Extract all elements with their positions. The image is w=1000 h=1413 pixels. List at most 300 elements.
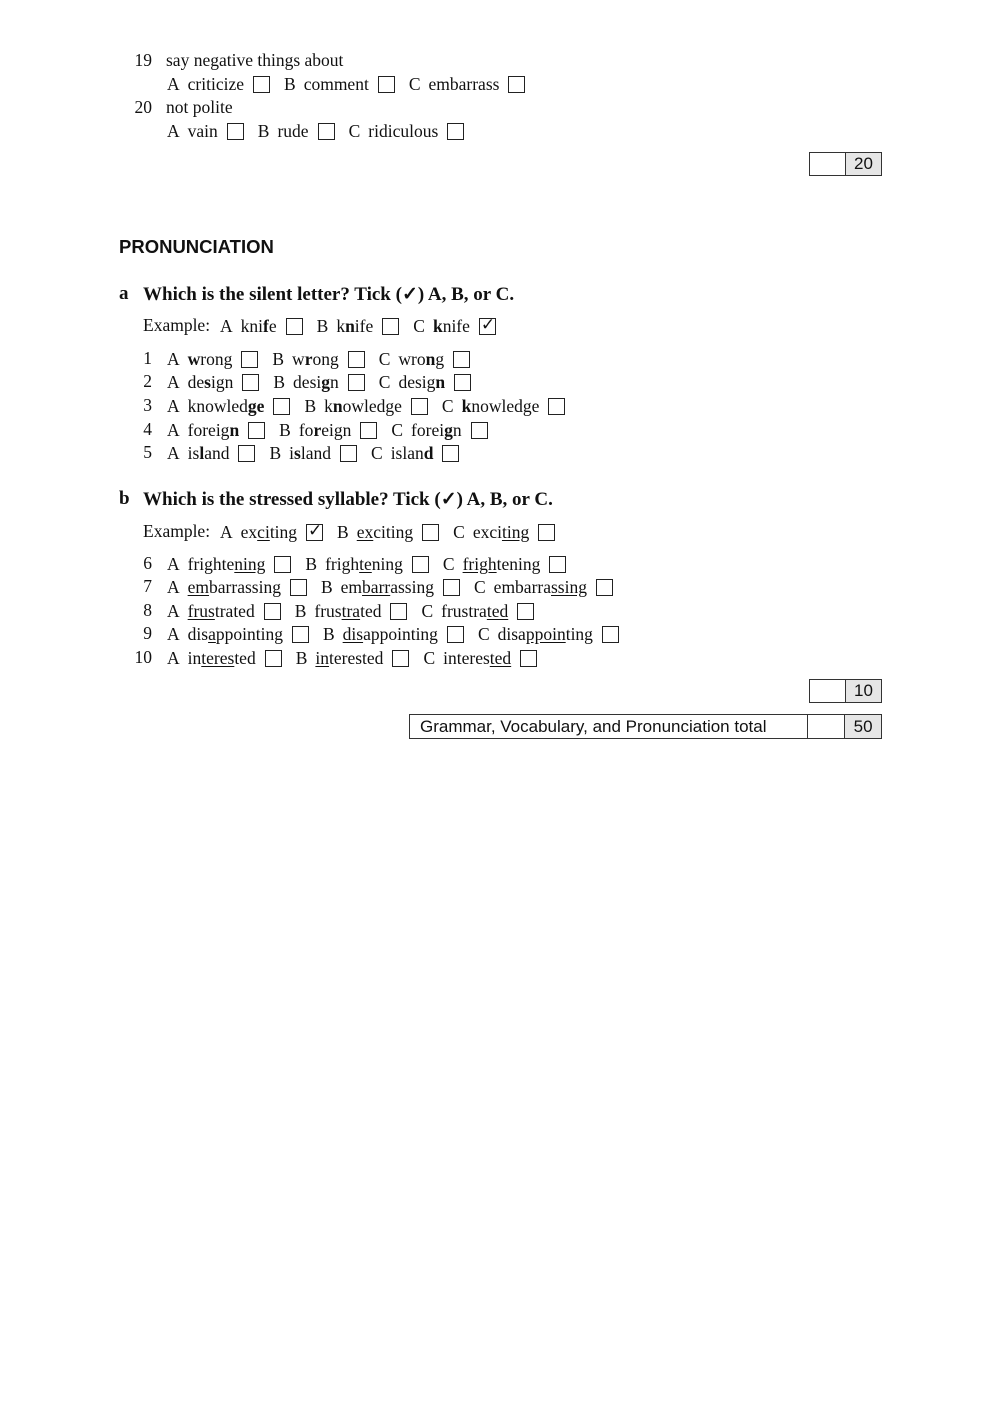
part-a-example [220, 316, 496, 337]
word-part: frus [314, 601, 342, 621]
option-letter: A [167, 349, 180, 369]
tick-checkbox-checked[interactable] [306, 524, 323, 541]
silent-letter: g [321, 372, 330, 392]
tick-checkbox[interactable] [422, 524, 439, 541]
option-word [188, 554, 266, 575]
option-letter: B [294, 601, 307, 621]
stressed-syllable: ting [501, 522, 530, 542]
option-word [293, 372, 339, 393]
option-letter: C [441, 396, 454, 416]
option-letter: B [284, 74, 296, 94]
option-word [188, 349, 233, 370]
silent-letter: ge [247, 396, 265, 416]
word-text: vain [187, 121, 218, 141]
word-part: frigh [325, 554, 360, 574]
question-number: 8 [143, 600, 152, 620]
tick-checkbox[interactable] [443, 579, 460, 596]
question-number: 20 [134, 97, 152, 117]
answer-option[interactable] [474, 577, 613, 598]
silent-letter: f [263, 316, 269, 336]
stressed-syllable: a [208, 624, 216, 644]
answer-option[interactable] [443, 554, 566, 575]
option-letter: C [421, 601, 434, 621]
option-word [315, 648, 383, 669]
option-letter: B [272, 349, 285, 369]
option-word [188, 121, 218, 142]
answer-option[interactable] [167, 74, 270, 95]
answer-options [167, 396, 565, 417]
word-part: disa [497, 624, 526, 644]
tick-checkbox[interactable] [392, 650, 409, 667]
option-letter: B [279, 420, 291, 440]
option-letter: A [167, 443, 180, 463]
answer-options [167, 601, 534, 622]
tick-checkbox-checked[interactable] [479, 318, 496, 335]
stressed-syllable: frigh [462, 554, 497, 574]
word-part: embarra [493, 577, 551, 597]
silent-letter: r [313, 420, 322, 440]
tick-checkbox[interactable] [318, 123, 335, 140]
part-a-instruction: Which is the silent letter? Tick (✓) A, B, or C. [143, 284, 515, 305]
option-word [188, 372, 234, 393]
answer-option[interactable] [167, 624, 309, 645]
silent-letter: n [345, 316, 355, 336]
question-number: 2 [143, 371, 152, 391]
part-b-label: b [119, 488, 130, 509]
answer-option[interactable] [413, 316, 496, 337]
answer-options [167, 443, 459, 464]
answer-option[interactable] [323, 624, 464, 645]
answer-option[interactable] [349, 121, 465, 142]
tick-checkbox[interactable] [447, 123, 464, 140]
word-part: barrassing [209, 577, 281, 597]
score-entry-field[interactable] [810, 153, 846, 175]
tick-checkbox[interactable] [348, 374, 365, 391]
tick-checkbox[interactable] [411, 398, 428, 415]
tick-checkbox[interactable] [286, 318, 303, 335]
question-number: 5 [143, 442, 152, 462]
word-part: ted [234, 648, 256, 668]
stressed-syllable: ppoin [525, 624, 566, 644]
grand-total-max-score: 50 [845, 715, 881, 738]
option-word [304, 74, 369, 95]
answer-option[interactable] [304, 396, 427, 417]
tick-checkbox[interactable] [348, 351, 365, 368]
tick-checkbox[interactable] [548, 398, 565, 415]
answer-option[interactable] [272, 349, 364, 370]
question-number: 19 [134, 50, 152, 70]
option-word [443, 648, 511, 669]
option-word [357, 522, 413, 543]
part-b-example [220, 522, 555, 543]
stressed-syllable: ex [356, 522, 374, 542]
word-part: n [452, 420, 462, 440]
option-word [188, 74, 244, 95]
tick-checkbox[interactable] [508, 76, 525, 93]
word-part: trated [214, 601, 255, 621]
word-part: land [300, 443, 331, 463]
tick-checkbox[interactable] [596, 579, 613, 596]
answer-options [167, 121, 464, 142]
word-part: ted [360, 601, 382, 621]
word-part: appointing [363, 624, 438, 644]
answer-option[interactable] [296, 648, 410, 669]
stressed-syllable: ning [234, 554, 266, 574]
question-number: 4 [143, 419, 152, 439]
option-word [241, 316, 277, 337]
option-letter: C [453, 522, 465, 542]
answer-option[interactable] [337, 522, 439, 543]
word-part: terested [329, 648, 384, 668]
word-part: de [187, 372, 205, 392]
option-word [473, 522, 529, 543]
word-part: ong [312, 349, 339, 369]
vocabulary-max-score: 20 [846, 153, 881, 175]
tick-checkbox[interactable] [238, 445, 255, 462]
answer-option[interactable] [391, 420, 487, 441]
option-word [462, 396, 540, 417]
silent-letter: n [425, 349, 436, 369]
answer-option[interactable] [317, 316, 400, 337]
option-word [343, 624, 438, 645]
option-word [241, 522, 297, 543]
answer-option[interactable] [284, 74, 395, 95]
word-part: wro [398, 349, 426, 369]
option-word [398, 349, 444, 370]
option-word [429, 74, 500, 95]
word-part: islan [390, 443, 424, 463]
stressed-syllable: barr [362, 577, 391, 597]
answer-option[interactable] [167, 443, 255, 464]
stressed-syllable: frus [187, 601, 215, 621]
answer-option[interactable] [371, 443, 459, 464]
section-heading: PRONUNCIATION [119, 236, 274, 257]
answer-option[interactable] [409, 74, 526, 95]
stressed-syllable: ci [257, 522, 270, 542]
pronunciation-score-box [809, 679, 882, 703]
word-text: criticize [187, 74, 244, 94]
stressed-syllable: ted [489, 648, 512, 668]
answer-option[interactable] [423, 648, 537, 669]
answer-option[interactable] [478, 624, 619, 645]
answer-option[interactable] [167, 396, 290, 417]
word-part: assing [390, 577, 434, 597]
option-letter: C [442, 554, 455, 574]
silent-letter: s [204, 372, 211, 392]
answer-option[interactable] [379, 349, 470, 370]
option-word [188, 420, 240, 441]
option-letter: A [167, 396, 180, 416]
word-part: and [204, 443, 230, 463]
tick-checkbox[interactable] [453, 351, 470, 368]
question-number: 1 [143, 348, 152, 368]
option-word [498, 624, 593, 645]
word-part: tening [496, 554, 541, 574]
word-part: desi [293, 372, 322, 392]
answer-option[interactable] [269, 443, 357, 464]
answer-option[interactable] [305, 554, 428, 575]
silent-letter: n [332, 396, 343, 416]
question-number: 7 [143, 576, 152, 596]
tick-checkbox[interactable] [274, 556, 291, 573]
answer-option[interactable] [220, 316, 303, 337]
option-letter: A [167, 624, 180, 644]
answer-options [167, 577, 613, 598]
option-word [188, 624, 283, 645]
tick-checkbox[interactable] [264, 603, 281, 620]
word-part: in [187, 648, 202, 668]
word-part: ign [210, 372, 234, 392]
word-part: ting [269, 522, 298, 542]
option-letter: A [167, 121, 180, 141]
option-word [188, 443, 230, 464]
option-letter: B [305, 554, 318, 574]
option-word [463, 554, 541, 575]
silent-letter: d [423, 443, 434, 463]
tick-checkbox[interactable] [241, 351, 258, 368]
score-entry-field[interactable] [810, 680, 846, 702]
option-letter: B [320, 577, 333, 597]
option-word [341, 577, 434, 598]
word-part: frighte [187, 554, 235, 574]
answer-options [167, 648, 537, 669]
tick-checkbox[interactable] [517, 603, 534, 620]
option-letter: A [167, 601, 180, 621]
pronunciation-max-score: 10 [846, 680, 881, 702]
silent-letter: k [461, 396, 472, 416]
silent-letter: r [304, 349, 313, 369]
word-part: i [289, 443, 295, 463]
stressed-syllable: ssing [551, 577, 587, 597]
option-letter: A [167, 577, 180, 597]
option-letter: A [167, 648, 180, 668]
word-part: ppointing [215, 624, 283, 644]
question-number: 10 [134, 647, 152, 667]
answer-option[interactable] [295, 601, 408, 622]
word-part: w [292, 349, 305, 369]
answer-option[interactable] [453, 522, 555, 543]
tick-checkbox[interactable] [360, 422, 377, 439]
word-part: exci [472, 522, 502, 542]
stressed-syllable: tra [341, 601, 361, 621]
tick-checkbox[interactable] [471, 422, 488, 439]
word-part: citing [373, 522, 414, 542]
vocabulary-score-box [809, 152, 882, 176]
option-word [368, 121, 438, 142]
tick-checkbox[interactable] [248, 422, 265, 439]
question-prompt: say negative things about [166, 50, 344, 70]
option-letter: C [473, 577, 486, 597]
stressed-syllable: em [187, 577, 210, 597]
option-letter: B [316, 316, 329, 336]
answer-option[interactable] [273, 372, 364, 393]
option-word [188, 648, 256, 669]
word-part: g [435, 349, 445, 369]
tick-checkbox[interactable] [442, 445, 459, 462]
option-word [188, 396, 265, 417]
answer-option[interactable] [167, 577, 307, 598]
answer-option[interactable] [421, 601, 534, 622]
answer-option[interactable] [279, 420, 377, 441]
tick-checkbox[interactable] [227, 123, 244, 140]
option-letter: C [378, 349, 391, 369]
answer-options [167, 554, 566, 575]
tick-checkbox[interactable] [454, 374, 471, 391]
option-letter: B [337, 522, 349, 542]
tick-checkbox[interactable] [382, 318, 399, 335]
option-letter: C [423, 648, 436, 668]
answer-option[interactable] [167, 349, 258, 370]
word-text: ridiculous [368, 121, 439, 141]
option-word [433, 316, 470, 337]
option-letter: A [167, 420, 180, 440]
answer-option[interactable] [442, 396, 565, 417]
tick-checkbox[interactable] [412, 556, 429, 573]
word-text: embarrass [428, 74, 500, 94]
option-letter: B [295, 648, 308, 668]
answer-option[interactable] [167, 420, 265, 441]
tick-checkbox[interactable] [340, 445, 357, 462]
answer-options [167, 74, 525, 95]
word-part: ning [371, 554, 403, 574]
word-part: frustra [441, 601, 487, 621]
stressed-syllable: te [359, 554, 372, 574]
option-letter: B [257, 121, 270, 141]
word-part: e [268, 316, 277, 336]
tick-checkbox[interactable] [538, 524, 555, 541]
part-a-example-label: Example: [143, 315, 211, 335]
option-letter: A [167, 74, 180, 94]
word-part: fo [298, 420, 314, 440]
answer-option[interactable] [220, 522, 323, 543]
word-part: knowled [187, 396, 248, 416]
option-letter: A [167, 372, 180, 392]
option-word [299, 420, 352, 441]
score-entry-field[interactable] [808, 715, 845, 738]
question-number: 3 [143, 395, 152, 415]
option-letter: C [413, 316, 425, 336]
option-letter: C [408, 74, 421, 94]
word-part: kni [240, 316, 264, 336]
tick-checkbox[interactable] [292, 626, 309, 643]
answer-option[interactable] [379, 372, 471, 393]
tick-checkbox[interactable] [378, 76, 395, 93]
word-part: rong [200, 349, 233, 369]
option-word [292, 349, 339, 370]
part-a-label: a [119, 283, 129, 304]
question-number: 9 [143, 623, 152, 643]
word-part: ex [240, 522, 258, 542]
tick-checkbox[interactable] [549, 556, 566, 573]
option-word [324, 396, 402, 417]
stressed-syllable: ted [486, 601, 509, 621]
question-number: 6 [143, 553, 152, 573]
option-word [188, 601, 255, 622]
word-part: eign [321, 420, 352, 440]
answer-option[interactable] [258, 121, 335, 142]
option-letter: C [371, 443, 383, 463]
word-part: forei [411, 420, 445, 440]
answer-options [167, 420, 488, 441]
grand-total-box [409, 714, 882, 739]
word-part: em [340, 577, 363, 597]
word-part: dis [187, 624, 209, 644]
answer-option[interactable] [167, 121, 244, 142]
answer-option[interactable] [167, 601, 281, 622]
tick-checkbox[interactable] [602, 626, 619, 643]
answer-option[interactable] [167, 648, 282, 669]
option-letter: C [378, 372, 391, 392]
question-prompt: not polite [166, 97, 233, 117]
word-part: k [336, 316, 346, 336]
word-part: nowledge [471, 396, 540, 416]
tick-checkbox[interactable] [447, 626, 464, 643]
tick-checkbox[interactable] [253, 76, 270, 93]
silent-letter: n [435, 372, 446, 392]
answer-option[interactable] [167, 372, 259, 393]
word-part: ife [354, 316, 374, 336]
part-b-instruction: Which is the stressed syllable? Tick (✓) A, B, or C. [143, 489, 553, 510]
word-part: nife [442, 316, 470, 336]
stressed-syllable: teres [201, 648, 235, 668]
tick-checkbox[interactable] [273, 398, 290, 415]
answer-option[interactable] [321, 577, 460, 598]
answer-options [167, 349, 470, 370]
option-word [494, 577, 587, 598]
tick-checkbox[interactable] [520, 650, 537, 667]
word-text: comment [303, 74, 369, 94]
option-word [289, 443, 331, 464]
answer-option[interactable] [167, 554, 291, 575]
option-word [441, 601, 508, 622]
option-word [314, 601, 381, 622]
answer-options [167, 624, 619, 645]
silent-letter: s [294, 443, 301, 463]
option-word [188, 577, 281, 598]
silent-letter: k [432, 316, 443, 336]
option-word [411, 420, 462, 441]
silent-letter: n [229, 420, 240, 440]
option-letter: C [477, 624, 490, 644]
stressed-syllable: in [315, 648, 330, 668]
option-letter: B [273, 372, 286, 392]
option-letter: A [220, 522, 233, 542]
stressed-syllable: dis [342, 624, 364, 644]
tick-checkbox[interactable] [390, 603, 407, 620]
tick-checkbox[interactable] [265, 650, 282, 667]
silent-letter: l [199, 443, 205, 463]
option-letter: B [322, 624, 335, 644]
word-text: rude [277, 121, 309, 141]
option-word [391, 443, 434, 464]
option-word [398, 372, 445, 393]
silent-letter: g [444, 420, 453, 440]
answer-options [167, 372, 471, 393]
option-letter: A [167, 554, 180, 574]
word-part: interes [443, 648, 490, 668]
word-part: k [324, 396, 333, 416]
tick-checkbox[interactable] [290, 579, 307, 596]
word-part: is [187, 443, 200, 463]
option-letter: A [220, 316, 233, 336]
option-letter: C [391, 420, 404, 440]
tick-checkbox[interactable] [242, 374, 259, 391]
word-part: ting [565, 624, 593, 644]
option-letter: B [269, 443, 282, 463]
option-word [325, 554, 403, 575]
word-part: desig [398, 372, 436, 392]
word-part: n [330, 372, 339, 392]
